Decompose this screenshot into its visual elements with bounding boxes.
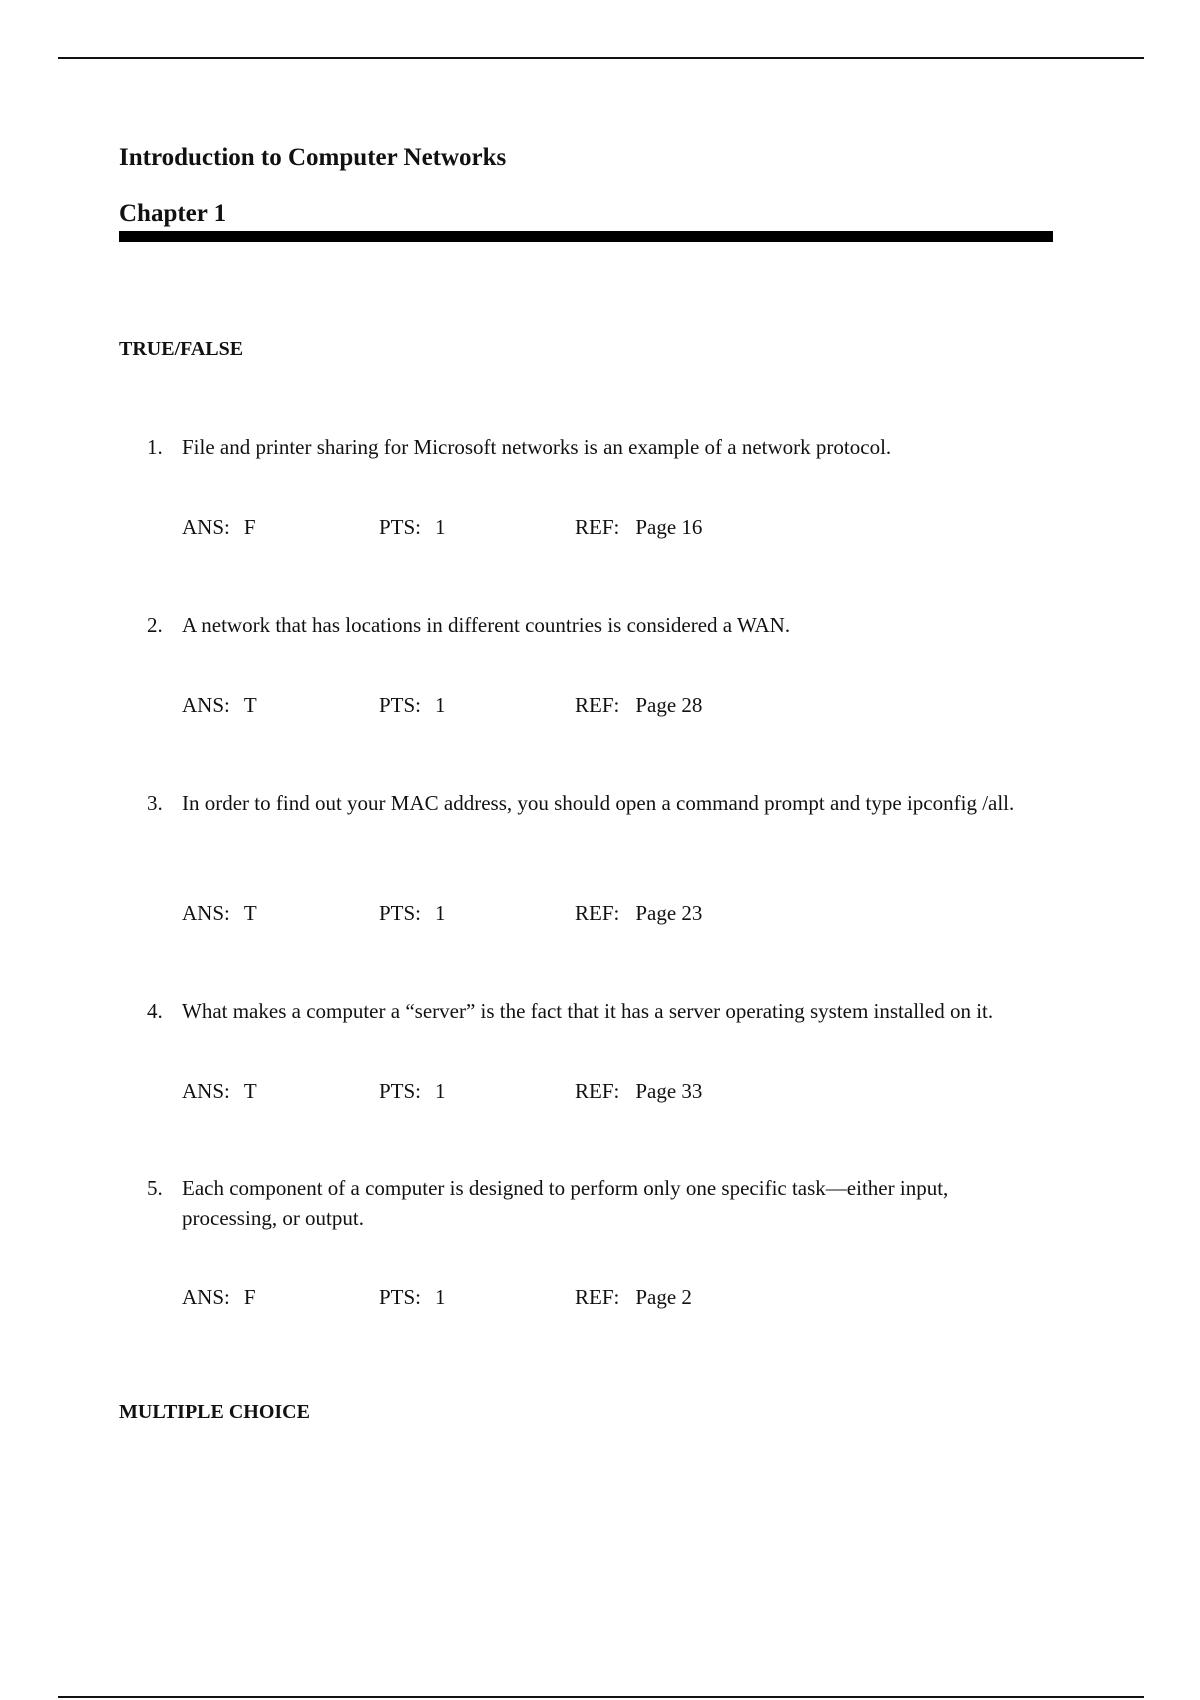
points-field xyxy=(379,690,446,720)
answer-label: ANS: xyxy=(182,1285,230,1309)
document-title: Introduction to Computer Networks xyxy=(119,144,507,171)
points-value: 1 xyxy=(435,515,446,539)
points-field xyxy=(379,898,446,928)
reference-label: REF: xyxy=(575,901,620,925)
reference-value: Page 28 xyxy=(635,693,703,717)
question-number: 3. xyxy=(147,791,163,815)
answer-label: ANS: xyxy=(182,515,230,539)
answer-value: T xyxy=(243,1079,257,1103)
reference-field xyxy=(575,898,702,928)
answer-value: F xyxy=(243,515,256,539)
points-field xyxy=(379,512,446,542)
points-label: PTS: xyxy=(379,1079,422,1103)
answer-value: T xyxy=(243,693,257,717)
section-heading-true-false: TRUE/FALSE xyxy=(119,338,244,360)
chapter-title: Chapter 1 xyxy=(119,200,227,227)
answer-value: T xyxy=(243,901,257,925)
reference-label: REF: xyxy=(575,515,620,539)
answer-field xyxy=(182,898,257,928)
points-value: 1 xyxy=(435,901,446,925)
reference-field xyxy=(575,1282,692,1312)
footer-rule xyxy=(58,1696,1144,1698)
reference-value: Page 16 xyxy=(635,515,703,539)
answer-field xyxy=(182,512,256,542)
section-heading-multiple-choice: MULTIPLE CHOICE xyxy=(119,1401,310,1423)
answer-field xyxy=(182,1282,256,1312)
points-label: PTS: xyxy=(379,693,422,717)
question-number: 4. xyxy=(147,999,163,1023)
question-text: What makes a computer a “server” is the fact that it has a server operating system installed on it. xyxy=(182,999,994,1023)
points-label: PTS: xyxy=(379,515,422,539)
reference-value: Page 23 xyxy=(635,901,703,925)
points-label: PTS: xyxy=(379,1285,422,1309)
chapter-divider xyxy=(119,231,1053,242)
points-value: 1 xyxy=(435,1079,446,1103)
question-text: File and printer sharing for Microsoft networks is an example of a network protocol. xyxy=(182,435,892,459)
answer-label: ANS: xyxy=(182,901,230,925)
header-rule xyxy=(58,57,1144,59)
answer-label: ANS: xyxy=(182,1079,230,1103)
answer-label: ANS: xyxy=(182,693,230,717)
question-number: 2. xyxy=(147,613,163,637)
question-number: 1. xyxy=(147,435,163,459)
question-text: Each component of a computer is designed to perform only one specific task—either input, processing, or output. xyxy=(182,1176,949,1230)
reference-value: Page 2 xyxy=(635,1285,692,1309)
question-text: In order to find out your MAC address, you should open a command prompt and type ipconfig /all. xyxy=(182,791,1015,815)
reference-field xyxy=(575,690,702,720)
points-field xyxy=(379,1282,446,1312)
reference-label: REF: xyxy=(575,1079,620,1103)
points-value: 1 xyxy=(435,693,446,717)
reference-value: Page 33 xyxy=(635,1079,703,1103)
reference-field xyxy=(575,512,702,542)
answer-field xyxy=(182,1076,257,1106)
answer-value: F xyxy=(243,1285,256,1309)
reference-label: REF: xyxy=(575,693,620,717)
reference-label: REF: xyxy=(575,1285,620,1309)
points-value: 1 xyxy=(435,1285,446,1309)
reference-field xyxy=(575,1076,702,1106)
points-field xyxy=(379,1076,446,1106)
answer-field xyxy=(182,690,257,720)
points-label: PTS: xyxy=(379,901,422,925)
question-text: A network that has locations in different countries is considered a WAN. xyxy=(182,613,791,637)
question-number: 5. xyxy=(147,1176,163,1200)
